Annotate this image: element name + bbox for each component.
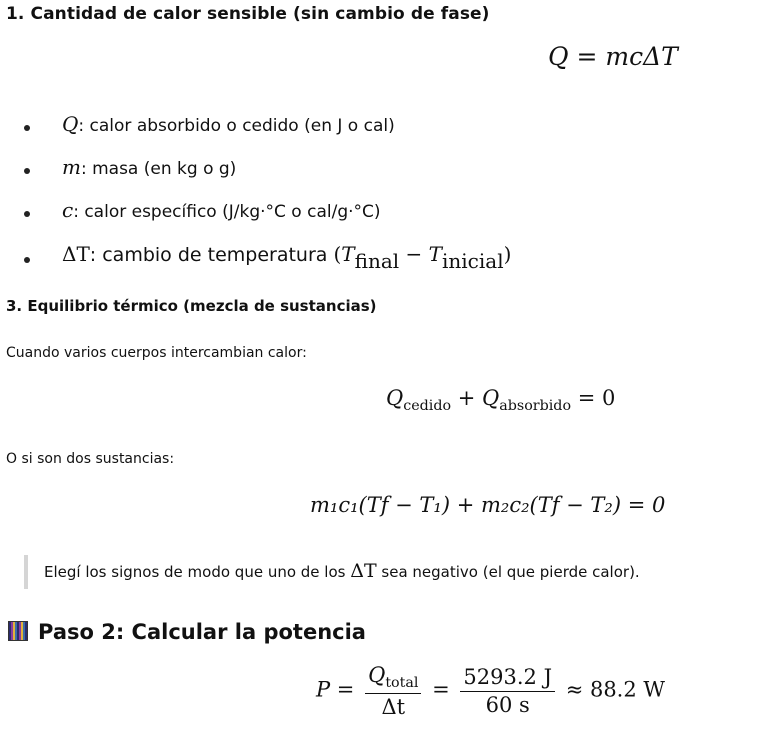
blockquote-bar [24, 555, 28, 589]
expr-sub-final: final [354, 249, 400, 273]
frac-num-sub: total [385, 674, 419, 691]
bullet-icon [24, 257, 30, 263]
equals-zero: = 0 [571, 386, 616, 410]
item-symbol: Q [62, 112, 79, 136]
item-symbol: ΔT [62, 242, 90, 266]
q-cedido: Q [386, 386, 404, 410]
list-item [62, 112, 395, 136]
frac-num-q: Q [368, 663, 386, 687]
expr-paren-open: ( [333, 242, 342, 266]
bullet-icon [24, 168, 30, 174]
list-item [62, 242, 511, 273]
formula-q-mc-delta-t [548, 42, 678, 71]
step-2-heading [8, 620, 366, 644]
bullet-icon [24, 211, 30, 217]
formula-rhs: mcΔT [605, 42, 678, 71]
item-text: : calor específico (J/kg·°C o cal/g·°C) [73, 202, 381, 222]
formula-equals: = [576, 42, 598, 71]
power-equals: = [432, 677, 450, 702]
two-substance-equation: m₁c₁(T𝑓 − T₁) + m₂c₂(T𝑓 − T₂) = 0 [310, 493, 666, 517]
sub-cedido: cedido [403, 397, 452, 414]
step-2-title: Paso 2: Calcular la potencia [38, 620, 366, 644]
item-text: : cambio de temperatura [89, 244, 334, 266]
expr-paren-close: ) [503, 242, 512, 266]
formula-lhs: Q [548, 42, 569, 71]
blockquote-note [44, 560, 640, 582]
expr-t-initial: T [428, 242, 442, 266]
item-symbol: m [62, 155, 81, 179]
expr-minus: − [399, 242, 429, 266]
q-absorbido: Q [482, 386, 500, 410]
section-title-sensible-heat: 1. Cantidad de calor sensible (sin cambio de fase) [6, 4, 490, 24]
frac-den-dt: Δt [381, 694, 406, 719]
item-text: : masa (en kg o g) [80, 159, 237, 179]
item-symbol: c [62, 198, 74, 222]
power-equation [316, 662, 665, 720]
fraction-values [460, 664, 555, 718]
intro-text: Cuando varios cuerpos intercambian calor: [6, 345, 307, 361]
equilibrium-equation [386, 386, 615, 414]
note-symbol: ΔT [350, 560, 377, 582]
abacus-icon [8, 621, 28, 641]
note-text-pre: Elegí los signos de modo que uno de los [44, 563, 351, 581]
expr-sub-initial: inicial [442, 249, 504, 273]
note-text-post: sea negativo (el que pierde calor). [376, 563, 640, 581]
frac-value-den: 60 s [485, 692, 530, 717]
power-approx: ≈ 88.2 W [565, 677, 665, 702]
frac-value-num: 5293.2 J [460, 664, 555, 691]
fraction-q-over-dt [365, 662, 421, 720]
item-text: : calor absorbido o cedido (en J o cal) [78, 116, 395, 136]
plus-sign: + [451, 386, 483, 410]
list-item [62, 155, 236, 179]
list-item [62, 198, 381, 222]
section-title-thermal-equilibrium: 3. Equilibrio térmico (mezcla de sustancias) [6, 297, 377, 315]
bullet-icon [24, 125, 30, 131]
sub-absorbido: absorbido [499, 397, 572, 414]
expr-t-final: T [341, 242, 355, 266]
intro-text-two-substances: O si son dos sustancias: [6, 451, 175, 467]
power-lhs: P = [316, 677, 355, 702]
